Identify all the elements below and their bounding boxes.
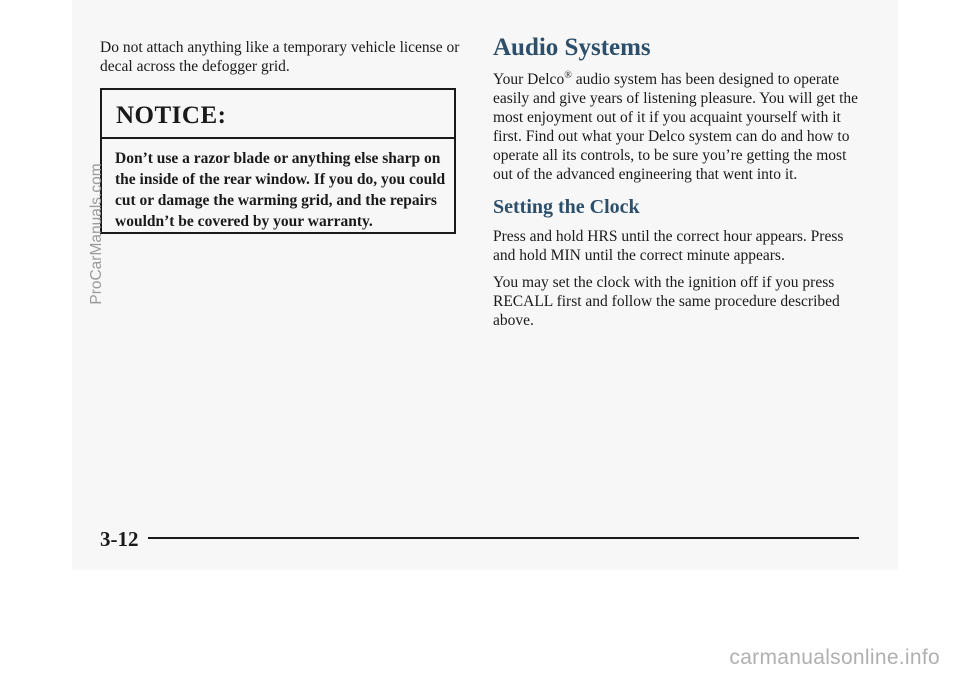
audio-intro-paragraph — [493, 70, 863, 184]
defogger-warning-text: Do not attach anything like a temporary vehicle license or decal across the defogger grid. — [100, 39, 460, 75]
audio-intro-post: audio system has been designed to operate easily and give years of listening pleasure. You will get the most enjoyment out of it if you acquaint yourself with it first. Find out what your Delco system can do and how to operate all its controls, to be sure you’re getting the most out of the advanced engineering that went into it. — [493, 71, 859, 183]
clock-paragraph-2: You may set the clock with the ignition off if you press RECALL first and follow the same procedure described above. — [493, 274, 840, 329]
watermark-text: ProCarManuals.com — [88, 163, 105, 305]
right-column — [493, 34, 863, 330]
registered-mark: ® — [564, 69, 572, 81]
notice-box — [100, 88, 456, 234]
notice-divider — [102, 137, 454, 139]
notice-title: NOTICE: — [116, 102, 227, 129]
page-number: 3-12 — [100, 527, 139, 551]
section-heading-audio-systems: Audio Systems — [493, 34, 651, 61]
site-footer-link[interactable]: carmanualsonline.info — [729, 646, 940, 669]
footer-rule — [148, 537, 859, 539]
audio-intro-pre: Your Delco — [493, 71, 565, 88]
notice-body: Don’t use a razor blade or anything else sharp on the inside of the rear window. If you do, you could cut or damage the warming grid, and the repairs wouldn’t be covered by your warranty. — [115, 150, 446, 230]
left-column — [100, 38, 460, 76]
subheading-setting-clock: Setting the Clock — [493, 196, 640, 218]
clock-paragraph-1: Press and hold HRS until the correct hour appears. Press and hold MIN until the correct minute appears. — [493, 228, 844, 264]
